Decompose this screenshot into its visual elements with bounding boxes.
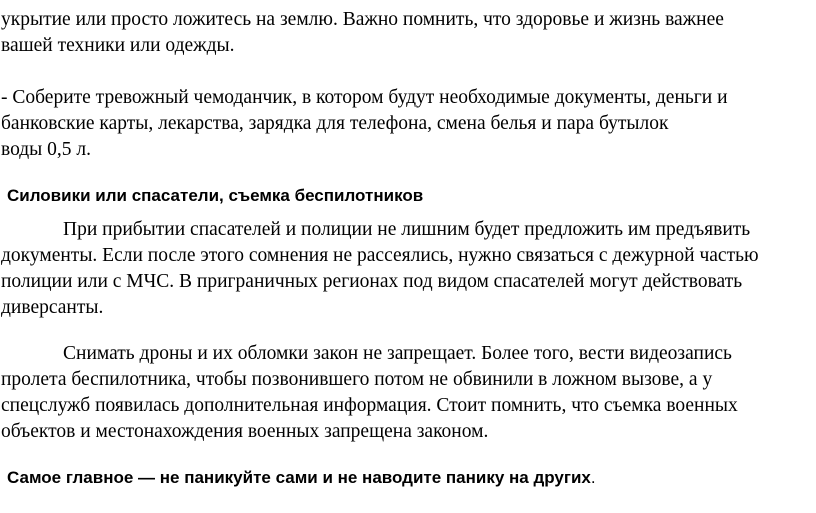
drones-line-4: объектов и местонахождения военных запрещена законом. xyxy=(1,421,489,442)
drones-line-2: пролета беспилотника, чтобы позвонившего потом не обвинили в ложном вызове, а у xyxy=(1,369,713,390)
rescuers-line-1: При прибытии спасателей и полиции не лишним будет предложить им предъявить xyxy=(63,219,751,240)
bag-item-line-1: - Соберите тревожный чемоданчик, в котором будут необходимые документы, деньги и xyxy=(1,87,728,108)
rescuers-line-3: полиции или с МЧС. В приграничных регионах под видом спасателей могут действовать xyxy=(1,271,743,292)
section-heading: Силовики или спасатели, съемка беспилотников xyxy=(7,186,424,205)
bag-item-line-3: воды 0,5 л. xyxy=(1,139,92,160)
closing-tail: . xyxy=(590,468,596,487)
intro-line-2: вашей техники или одежды. xyxy=(1,35,235,56)
closing-bold-text: Самое главное — не паникуйте сами и не наводите панику на других xyxy=(7,468,591,487)
bag-item-line-2: банковские карты, лекарства, зарядка для телефона, смена белья и пара бутылок xyxy=(1,113,669,134)
closing-statement xyxy=(7,465,596,491)
rescuers-line-2: документы. Если после этого сомнения не рассеялись, нужно связаться с дежурной частью xyxy=(1,245,759,266)
intro-line-1: укрытие или просто ложитесь на землю. Важно помнить, что здоровье и жизнь важнее xyxy=(1,9,724,30)
rescuers-line-4: диверсанты. xyxy=(1,297,104,318)
drones-line-1: Снимать дроны и их обломки закон не запрещает. Более того, вести видеозапись xyxy=(63,343,732,364)
drones-line-3: спецслужб появилась дополнительная информация. Стоит помнить, что съемка военных xyxy=(1,395,738,416)
